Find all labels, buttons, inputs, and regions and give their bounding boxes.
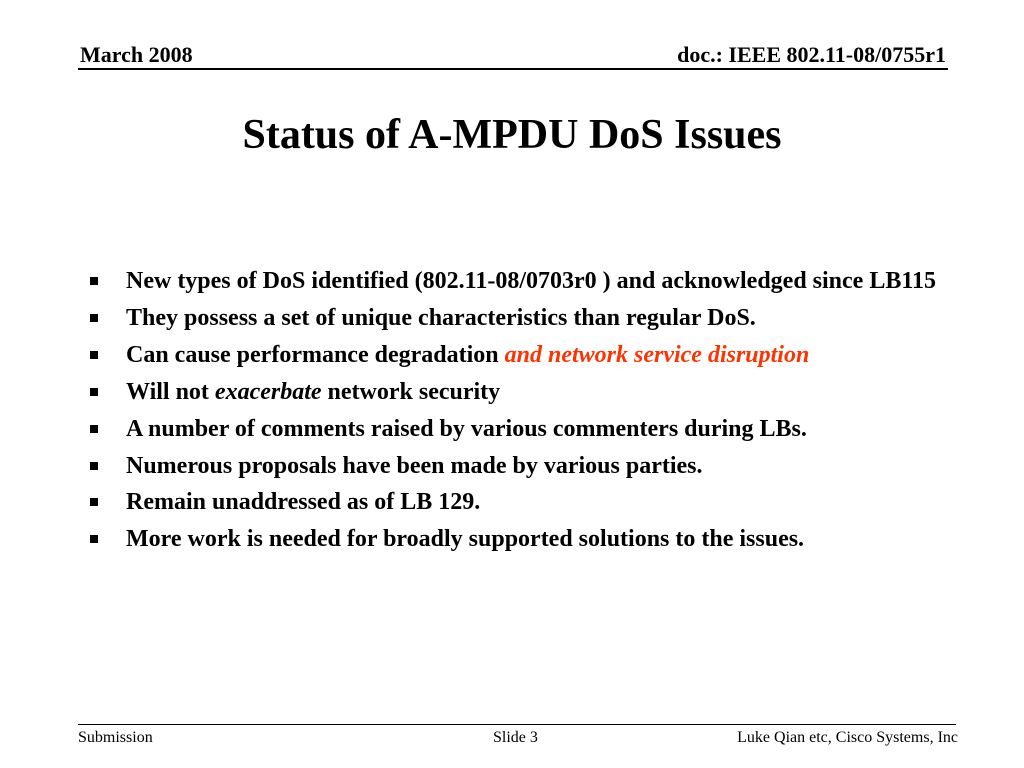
bullet-emphasis-red: and network service disruption [504, 341, 810, 368]
bullet-item-1 [80, 269, 960, 295]
header-document-id: doc.: IEEE 802.11-08/0755r1 [677, 42, 946, 67]
bullet-text: Remain unaddressed as of LB 129. [126, 489, 481, 516]
footer-divider [78, 724, 956, 725]
footer-submission: Submission [78, 729, 153, 746]
bullet-text: They possess a set of unique characteristics than regular DoS. [126, 304, 756, 331]
square-bullet-icon [90, 425, 98, 433]
bullet-emphasis-italic: exacerbate [214, 378, 322, 405]
slide-header [78, 40, 948, 70]
bullet-text: network security [321, 378, 501, 405]
bullet-text: New types of DoS identified (802.11-08/0703r0 ) and acknowledged since LB115 [126, 268, 937, 294]
header-date: March 2008 [80, 42, 193, 67]
footer-authors: Luke Qian etc, Cisco Systems, Inc [737, 729, 958, 746]
bullet-item-6 [80, 454, 960, 480]
bullet-item-7 [80, 490, 960, 516]
bullet-text: Can cause performance degradation [126, 341, 505, 368]
square-bullet-icon [90, 351, 98, 359]
square-bullet-icon [90, 277, 98, 285]
bullet-item-2 [80, 306, 960, 332]
footer-slide-number: Slide 3 [493, 729, 538, 746]
square-bullet-icon [90, 314, 98, 322]
bullet-item-3 [80, 343, 960, 369]
bullet-text: More work is needed for broadly supported solutions to the issues. [126, 526, 805, 553]
bullet-list [80, 269, 960, 564]
square-bullet-icon [90, 498, 98, 506]
bullet-item-4 [80, 380, 960, 406]
bullet-item-5 [80, 417, 960, 443]
bullet-text: A number of comments raised by various commenters during LBs. [126, 415, 807, 442]
square-bullet-icon [90, 535, 98, 543]
square-bullet-icon [90, 388, 98, 396]
bullet-text: Will not [126, 378, 215, 405]
bullet-text: Numerous proposals have been made by various parties. [126, 452, 703, 479]
slide-title: Status of A-MPDU DoS Issues [242, 112, 782, 158]
square-bullet-icon [90, 462, 98, 470]
bullet-item-8 [80, 527, 960, 553]
